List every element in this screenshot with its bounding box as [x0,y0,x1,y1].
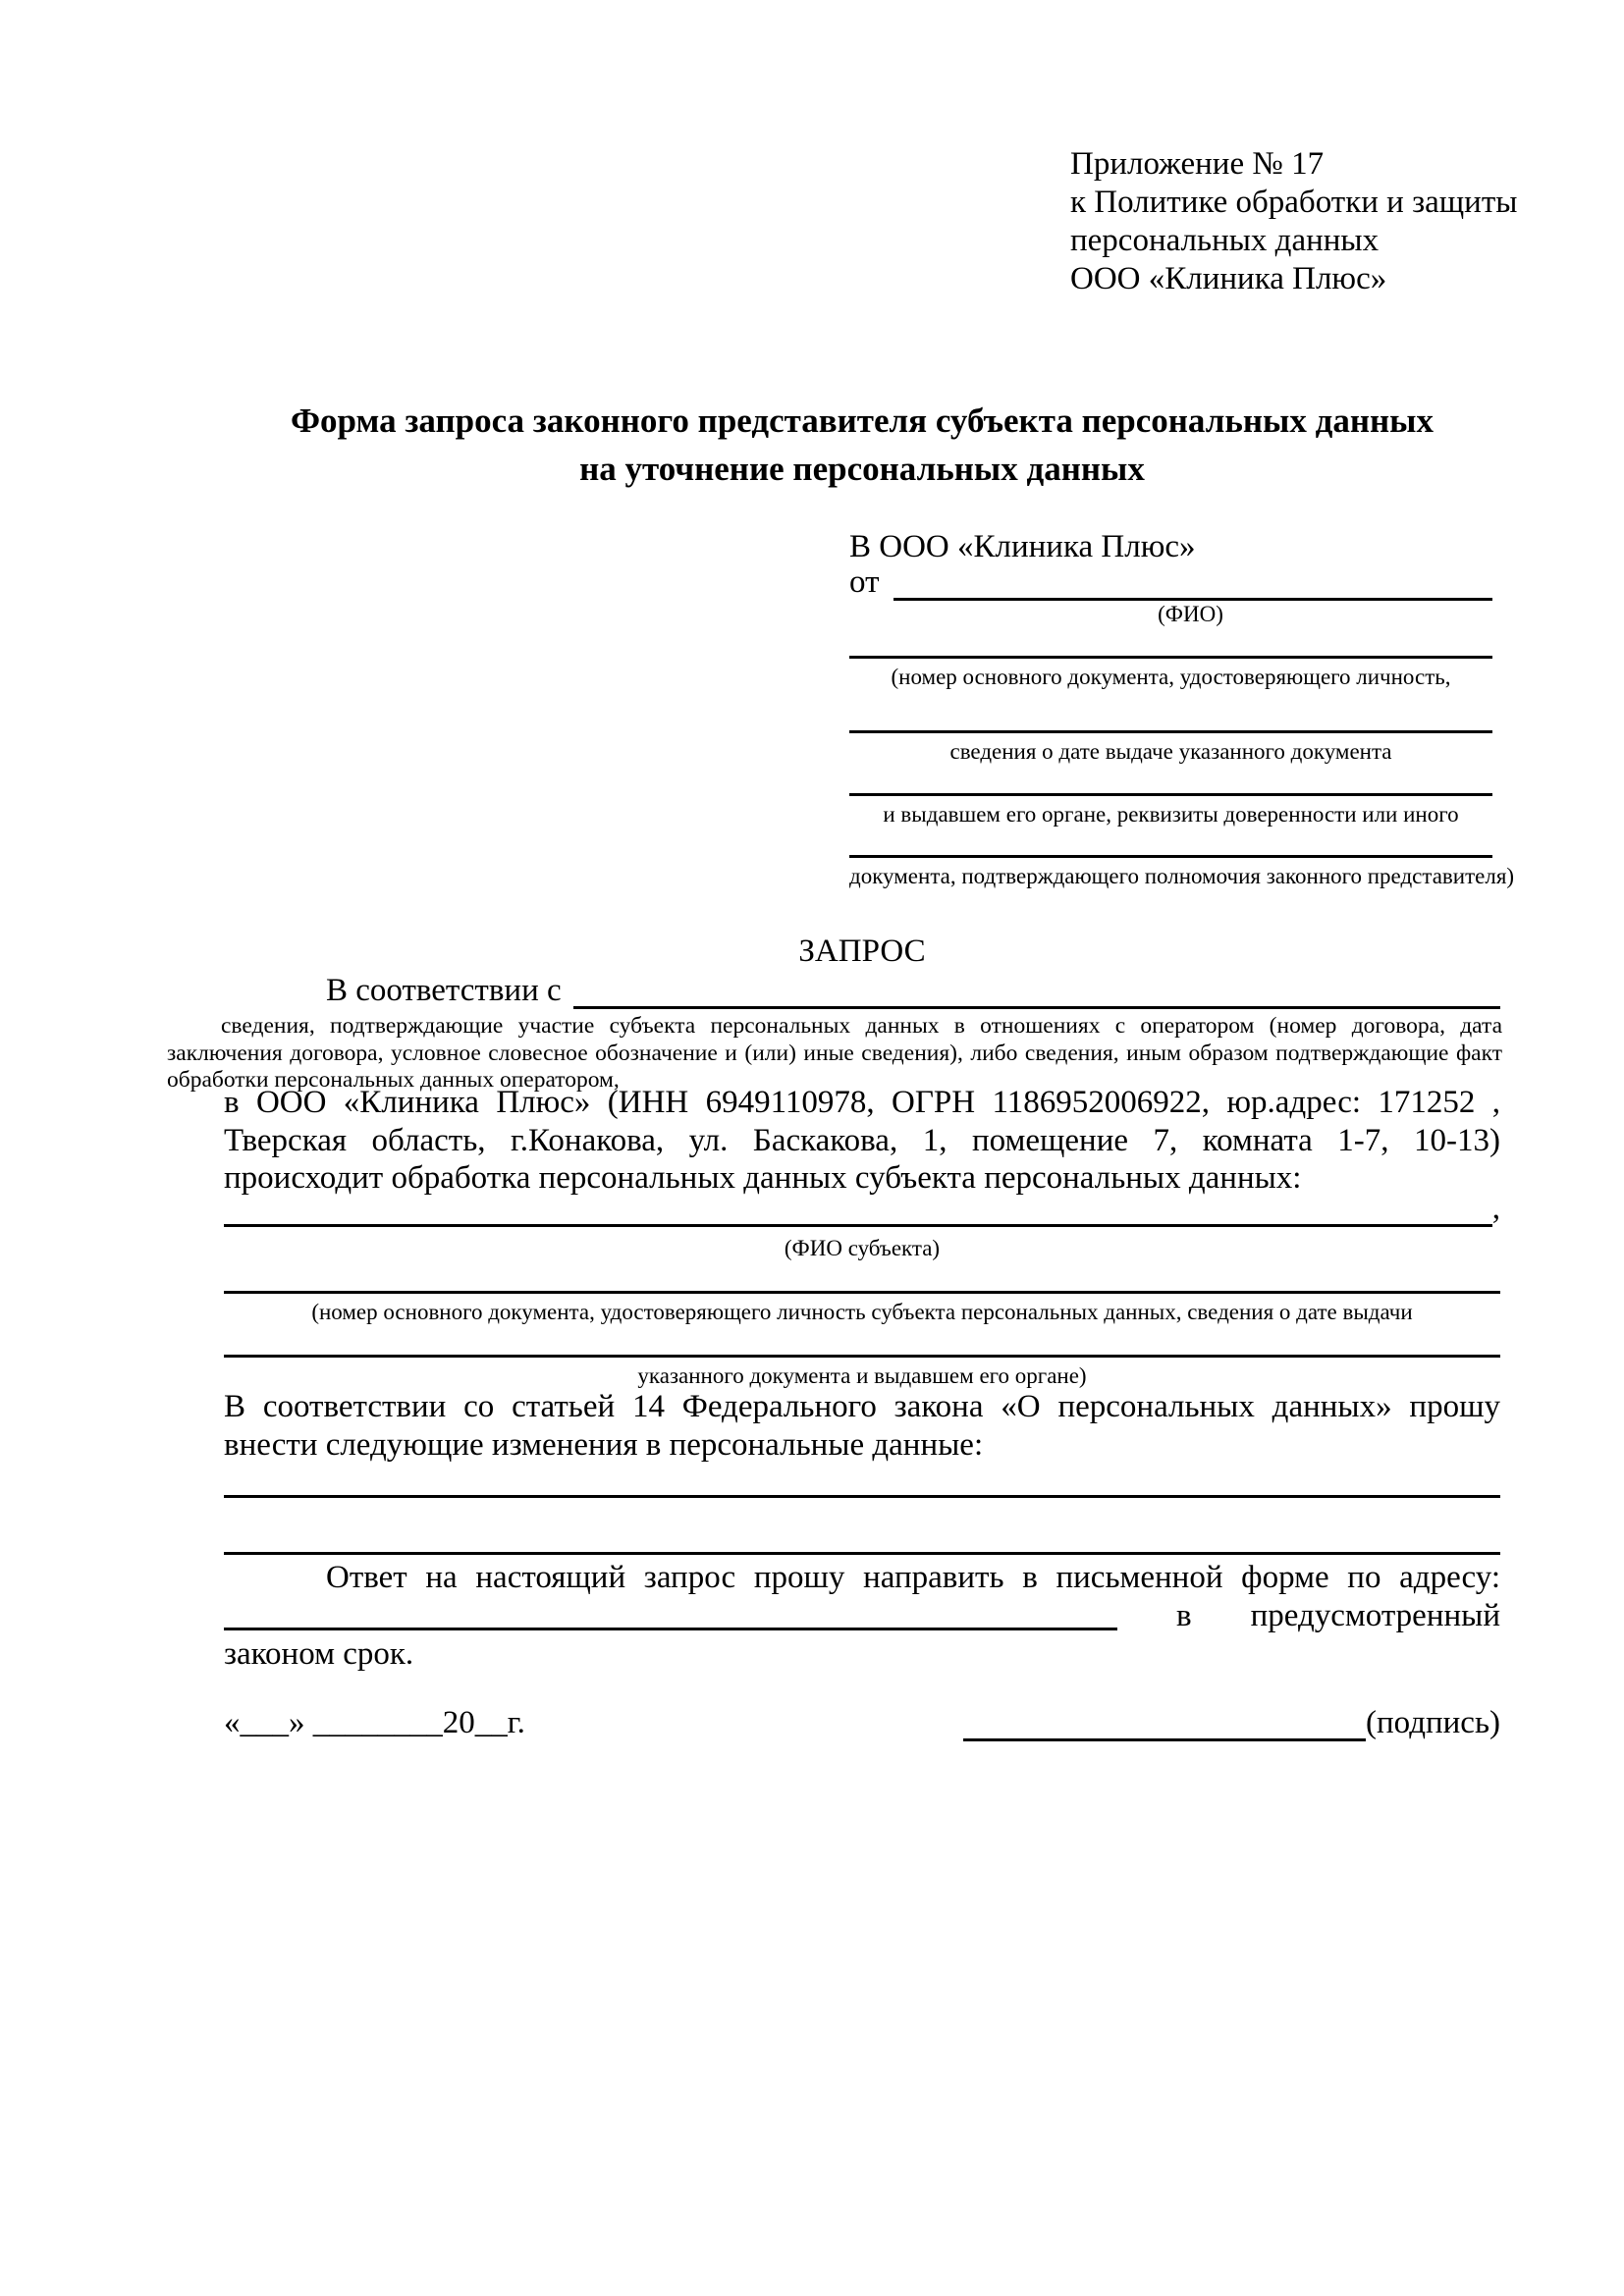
reply-line-3: законом срок. [224,1636,414,1672]
statement-paragraph [224,1388,1500,1464]
doc-blank-line-4 [849,855,1492,858]
footnote-line-3: обработки персональных данных оператором, [167,1067,620,1093]
subject-fio-row [224,1190,1500,1227]
basis-blank-line [573,976,1500,1009]
reply-paragraph [224,1559,1500,1674]
subject-doc-caption-1: (номер основного документа, удостоверяющего личность субъекта персональных данных, сведения о дате выдачи [311,1300,1413,1324]
intro-label: В соответствии с [326,972,562,1008]
signature-group [963,1706,1500,1741]
addressee-to: В ООО «Клиника Плюс» [849,529,1196,564]
doc-blank-line-1 [849,656,1492,659]
subject-doc-caption-2: указанного документа и выдавшем его органе) [637,1363,1087,1388]
fio-caption: (ФИО) [1158,602,1223,626]
doc-caption-3: и выдавшем его органе, реквизиты доверенности или иного [883,802,1459,827]
changes-blank-line-1 [224,1495,1500,1498]
footnote-line-2: заключения договора, условное словесное обозначение и (или) иные сведения), либо сведения, иным образом подтверждающие факт [167,1040,1502,1066]
statement-line-2: внести следующие изменения в персональные данные: [224,1426,984,1463]
form-title-line-1: Форма запроса законного представителя субъекта персональных данных [291,401,1434,440]
reply-address-row [224,1597,1500,1635]
addressee-from-row [849,563,1492,601]
signature-caption: (подпись) [1366,1704,1500,1740]
signature-blank-line [963,1706,1366,1741]
subject-doc-blank-line-1 [224,1291,1500,1294]
signature-row [224,1706,1500,1741]
changes-blank-line-2 [224,1552,1500,1555]
from-label: от [849,563,880,600]
header-line-1: Приложение № 17 [1070,146,1325,182]
intro-row [224,972,1500,1009]
statement-line-1: В соответствии со статьей 14 Федерального закона «О персональных данных» прошу [224,1389,1500,1424]
form-title [224,397,1500,493]
header-line-2: к Политике обработки и защиты [1070,185,1518,220]
doc-blank-line-3 [849,793,1492,796]
reply-line-1: Ответ на настоящий запрос прошу направить в письменной форме по адресу: [326,1560,1500,1595]
footnote-line-1: сведения, подтверждающие участие субъекта персональных данных в отношениях с оператором (номер договора, дата [221,1013,1502,1039]
operator-line-3: происходит обработка персональных данных субъекта персональных данных: [224,1160,1302,1196]
form-title-line-2: на уточнение персональных данных [579,450,1145,488]
operator-paragraph [224,1084,1500,1198]
subject-fio-comma: , [1491,1190,1500,1226]
operator-line-2: Тверская область, г.Конакова, ул. Баскакова, 1, помещение 7, комната 1-7, 10-13) [224,1122,1500,1158]
header-line-3: персональных данных [1070,223,1380,258]
doc-caption-4: документа, подтверждающего полномочия законного представителя) [849,864,1515,888]
date-field: «___» ________20__г. [224,1704,525,1740]
address-blank-line [224,1597,1117,1630]
reply-word-predusmotrenny: предусмотренный [1250,1598,1500,1633]
header-block [1070,145,1517,298]
doc-blank-line-2 [849,730,1492,733]
doc-caption-1: (номер основного документа, удостоверяющего личность, [891,665,1451,689]
request-heading: ЗАПРОС [798,934,926,969]
subject-fio-blank-line [224,1196,1492,1227]
fio-blank-line [893,567,1493,601]
doc-caption-2: сведения о дате выдаче указанного документа [949,739,1392,764]
header-line-4: ООО «Клиника Плюс» [1070,261,1387,296]
reply-word-v: в [1176,1598,1192,1633]
subject-doc-blank-line-2 [224,1355,1500,1358]
footnote-block [167,1013,1502,1095]
subject-fio-caption: (ФИО субъекта) [784,1236,941,1260]
operator-line-1: в ООО «Клиника Плюс» (ИНН 6949110978, ОГРН 1186952006922, юр.адрес: 171252 , [224,1085,1500,1120]
